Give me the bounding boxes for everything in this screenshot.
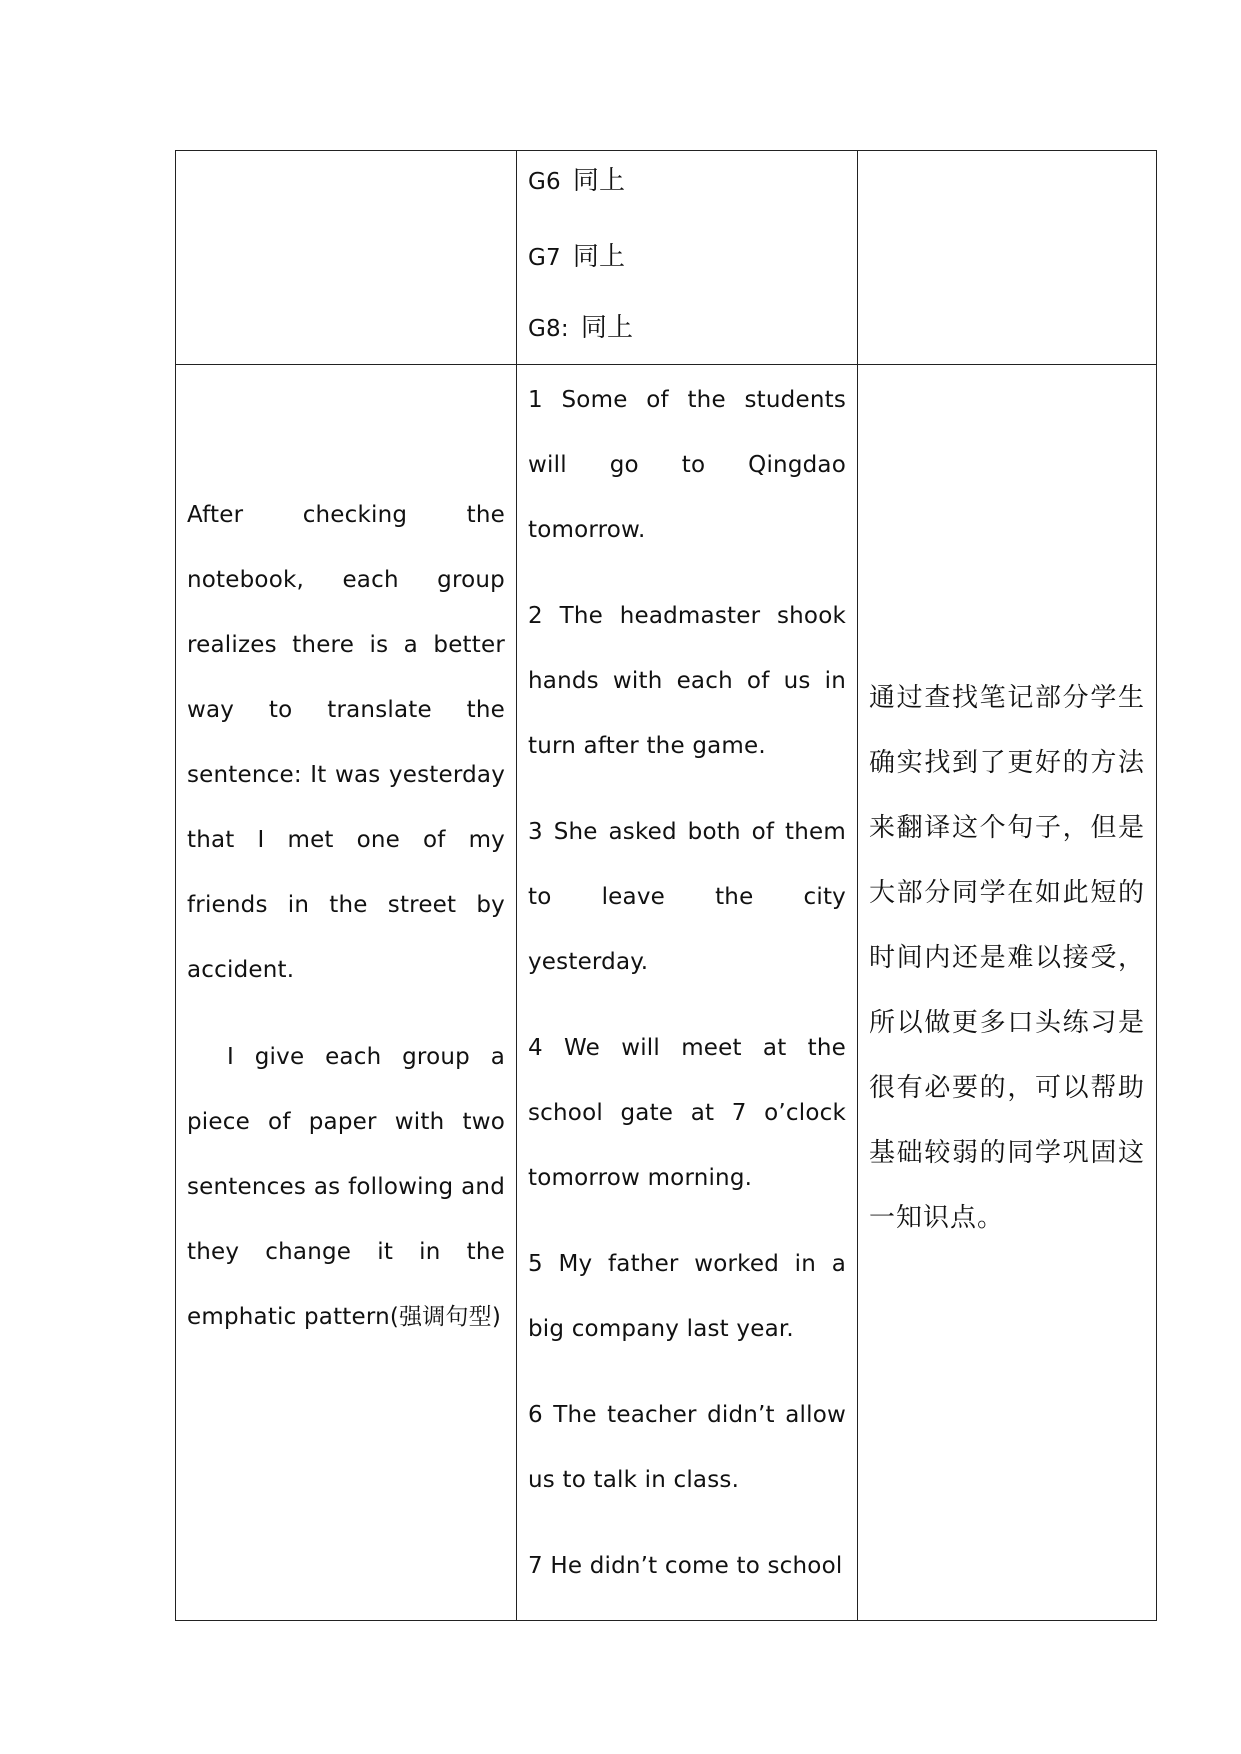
lesson-table <box>175 150 1157 1621</box>
list-item: 6 The teacher didn’t allow us to talk in class. <box>528 1402 846 1493</box>
group-code: G7 <box>528 245 561 271</box>
list-item: 2 The headmaster shook hands with each of us in turn after the game. <box>528 603 846 759</box>
table-cell-sentences <box>517 365 858 1621</box>
sentence-list <box>528 368 846 1599</box>
table-cell-groups <box>517 151 858 365</box>
list-item: 7 He didn’t come to school <box>528 1553 843 1579</box>
group-line <box>528 244 846 270</box>
reflection-text: 通过查找笔记部分学生确实找到了更好的方法来翻译这个句子，但是大部分同学在如此短的时间内还是难以接受，所以做更多口头练习是很有必要的，可以帮助基础较弱的同学巩固这一知识点。 <box>869 683 1145 1233</box>
table-cell-empty <box>176 151 517 365</box>
group-line <box>528 168 846 194</box>
table-row <box>176 151 1157 365</box>
list-item: 5 My father worked in a big company last year. <box>528 1251 846 1342</box>
procedure-paragraph: After checking the notebook, each group realizes there is a better way to translate the sentence: It was yesterday that I met one of my friends in the street by accident. <box>187 502 505 983</box>
group-text: 同上 <box>580 313 634 343</box>
group-code: G6 <box>528 169 561 195</box>
table-cell-procedure <box>176 365 517 1621</box>
list-item: 4 We will meet at the school gate at 7 o’clock tomorrow morning. <box>528 1035 846 1191</box>
list-item: 1 Some of the students will go to Qingdao tomorrow. <box>528 387 846 543</box>
list-item: 3 She asked both of them to leave the city yesterday. <box>528 819 846 975</box>
group-text: 同上 <box>572 166 626 196</box>
table-row <box>176 365 1157 1621</box>
table-cell-reflection <box>858 365 1157 1621</box>
procedure-paragraph: I give each group a piece of paper with two sentences as following and they change it in the emphatic pattern(强调句型) <box>187 1044 505 1330</box>
table-cell-empty <box>858 151 1157 365</box>
group-text: 同上 <box>572 242 626 272</box>
group-code: G8: <box>528 316 569 342</box>
group-line <box>528 315 846 341</box>
